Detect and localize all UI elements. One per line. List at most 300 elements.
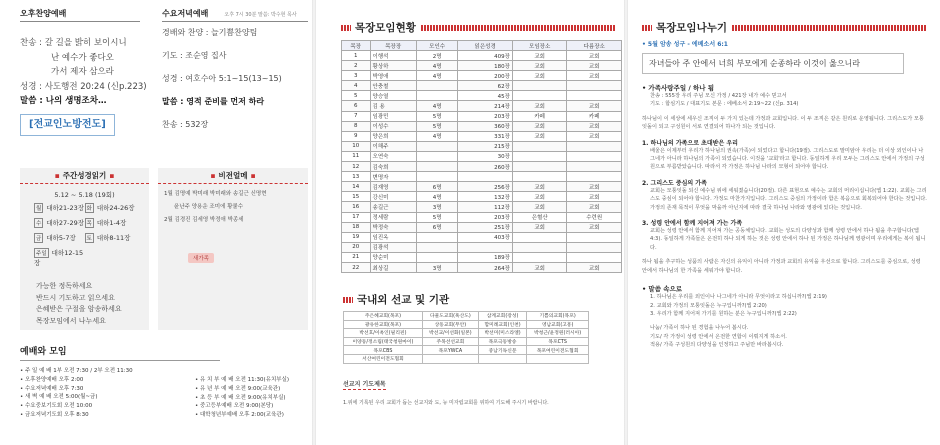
- table-cell: [567, 232, 622, 242]
- table-cell: 교회: [512, 71, 567, 81]
- table-cell: 8: [342, 121, 371, 131]
- table-cell: 6명: [416, 182, 458, 192]
- sermon-line: 말씀 : 영적 준비를 먼저 하라: [162, 97, 265, 106]
- table-cell: [567, 91, 622, 101]
- evangelism-banner: [전교인노방전도]: [20, 114, 115, 137]
- mission-cell: 박선교/이선화(일본): [422, 329, 478, 338]
- meeting-item: • 수요중보기도회 오전 10:00: [20, 403, 93, 410]
- table-cell: 2: [342, 61, 371, 71]
- mission-row: [344, 320, 589, 329]
- table-row: [342, 91, 622, 101]
- share-questions: [642, 293, 927, 318]
- mission-cell: 주은혜교회(목포): [344, 312, 423, 321]
- table-cell: [512, 162, 567, 172]
- missions-table: [343, 311, 589, 364]
- table-cell: 9: [342, 131, 371, 141]
- hymn-line: 난 예수가 좋다오: [51, 52, 114, 63]
- table-cell: 203장: [458, 111, 513, 121]
- table-cell: 교회: [512, 202, 567, 212]
- table-cell: 임진옥: [370, 232, 416, 242]
- table-row: [342, 101, 622, 111]
- order-line: 찬송 : 555장 우리 주님 모신 가정 / 421장 내가 예수 믿고서: [650, 93, 787, 99]
- table-row: [342, 141, 622, 151]
- mission-cell: 목포여린이전도협회: [527, 346, 589, 355]
- table-cell: 강신미: [370, 192, 416, 202]
- table-cell: 21: [342, 252, 371, 262]
- share-question: 2. 교회와 가정의 모퉁잇돌은 누구입니까?(엡 2:20): [650, 302, 767, 309]
- table-row: [342, 232, 622, 242]
- table-row: [342, 172, 622, 182]
- table-cell: [512, 242, 567, 252]
- table-cell: [416, 151, 458, 161]
- prayer-line: 기도 : 조순영 집사: [162, 51, 227, 60]
- meeting-item: • 금요저녁기도회 오후 8:30: [20, 411, 89, 418]
- mission-cell: [422, 354, 478, 363]
- wednesday-worship-header: [162, 8, 308, 22]
- table-cell: 임광민: [370, 111, 416, 121]
- table-cell: 256장: [458, 182, 513, 192]
- mission-prayer-title: 선교지 기도제목: [343, 381, 386, 388]
- mission-cell: 삼계교회(장성): [478, 312, 526, 321]
- table-cell: [567, 252, 622, 262]
- table-row: [342, 51, 622, 61]
- table-cell: 18: [342, 222, 371, 232]
- vision-item: 2월 김경진 김세영 박정애 박종세: [164, 217, 244, 223]
- table-cell: 안충철: [370, 81, 416, 91]
- meeting-item: • 유 치 부 예 배 오전 11:30(유치부실): [195, 377, 290, 383]
- table-cell: 3명: [416, 262, 458, 272]
- table-row: [342, 242, 622, 252]
- table-cell: 360장: [458, 121, 513, 131]
- table-cell: [512, 141, 567, 151]
- vision-item: 1월 김명예 박미래 박미래와 송길근 신명현: [164, 191, 267, 197]
- table-body: [342, 51, 622, 273]
- table-cell: 최상길: [370, 262, 416, 272]
- table-cell: 10: [342, 141, 371, 151]
- vision-box: [158, 168, 308, 330]
- meeting-item: • 오후찬양예배 오후 2:00: [20, 376, 84, 383]
- reading-range: 대하27-29장: [46, 219, 85, 227]
- bible-reading-guide: [36, 281, 149, 327]
- reading-range: 대하1-4장: [96, 219, 127, 227]
- hymn-line: 가서 제자 삼으라: [51, 67, 114, 77]
- day-label: 금: [34, 233, 43, 243]
- title-ornament: [642, 25, 652, 31]
- title-ornament: [341, 25, 351, 31]
- table-cell: [416, 172, 458, 182]
- table-cell: 5명: [416, 111, 458, 121]
- wednesday-worship-order: [162, 21, 308, 136]
- table-cell: 변명자: [370, 172, 416, 182]
- meeting-item: • 초 등 부 예 배 오전 9:00(유치부실): [195, 394, 286, 401]
- mission-prayer-text: 1.위에 기록된 우리 교회가 돕는 선교지와 도, 능 미자립교회를 위하여 기도해 주시기 바랍니다.: [343, 400, 549, 406]
- table-cell: [512, 232, 567, 242]
- share-title: • 말씀 속으로: [642, 285, 683, 294]
- bible-reading-item: [34, 233, 85, 243]
- table-cell: 정세람: [370, 212, 416, 222]
- guide-line: 가능한 정독하세요: [36, 282, 93, 290]
- table-cell: [512, 91, 567, 101]
- mission-cell: 주목선선교회: [422, 337, 478, 346]
- reading-range: 대하8-11장: [96, 234, 131, 242]
- meetings-title: 예배와 모임: [20, 344, 310, 361]
- mission-cell: 박청근/윤정원(러시아): [527, 329, 589, 338]
- table-cell: 215장: [458, 141, 513, 151]
- bible-reading-item: [85, 233, 136, 243]
- sermon-point-title: 1. 하나님의 가족으로 초대받은 우리: [642, 139, 738, 147]
- table-cell: 교회: [567, 182, 622, 192]
- weekly-bible-list: [20, 203, 149, 267]
- table-cell: [458, 242, 513, 252]
- table-header-row: [342, 41, 622, 51]
- mission-cell: 목포CBS: [344, 346, 423, 355]
- table-cell: 251장: [458, 222, 513, 232]
- title-ornament: [343, 297, 353, 303]
- mission-cell: 중남기독신문: [478, 346, 526, 355]
- mission-cell: 기쁨의교회(목포): [527, 312, 589, 321]
- reading-range: 대하24-26장: [96, 204, 135, 212]
- mission-cell: [527, 354, 589, 363]
- table-cell: 12: [342, 162, 371, 172]
- table-row: [342, 192, 622, 202]
- table-cell: 4명: [416, 101, 458, 111]
- table-cell: [512, 172, 567, 182]
- table-cell: 403장: [458, 232, 513, 242]
- table-cell: 5명: [416, 121, 458, 131]
- table-cell: 260장: [458, 162, 513, 172]
- meeting-item: • 새 벽 예 배 오전 5:00(월~금): [20, 394, 98, 401]
- table-cell: 김광석: [370, 242, 416, 252]
- table-cell: 교회: [567, 222, 622, 232]
- share-question: 1. 하나님은 우리를 외인이나 나그네가 아니라 무엇이라고 하십니까?(엡 2:19): [650, 294, 827, 301]
- application-item: 적용/ 가족 구성원의 다양성을 인정하고 주님만 바라봅시다.: [650, 342, 784, 349]
- sermon-point-text: 교회는 성령 안에서 함께 지어져 가는 공동체입니다. 교회는 성도의 다양성과 함께 성령 안에서 하나 됨을 추구합니다(엡 4:3). 동일하게 가족들은 온전히 하나 되게 하는 것은 성령 안에서 하나 된 가정은 하나님께 영광이며 우리에게는 복이 됩니다.: [650, 228, 926, 251]
- family-sunday-order: [642, 92, 927, 109]
- table-cell: 교회: [512, 101, 567, 111]
- table-cell: 박정숙: [370, 222, 416, 232]
- afternoon-worship-title: 오후찬양예배: [20, 8, 140, 22]
- table-cell: 409장: [458, 51, 513, 61]
- guide-line: 은혜받은 구절을 암송하세요: [36, 305, 122, 313]
- bible-reading-item: [34, 203, 85, 213]
- table-cell: [512, 81, 567, 91]
- table-row: [342, 202, 622, 212]
- family-sunday-title: • 가족사랑주일 / 하나 됨: [642, 84, 715, 92]
- vision-item: 윤난주 양용운 조미에 황쿨수: [174, 204, 244, 210]
- table-cell: 189장: [458, 252, 513, 262]
- table-row: [342, 81, 622, 91]
- table-cell: [567, 172, 622, 182]
- table-cell: 교회: [567, 121, 622, 131]
- table-cell: [567, 162, 622, 172]
- sermon-intro: 하나님이 이 세상에 세우신 조직이 두 가지 있는데 가정과 교회입니다. 이 두 조직은 같은 원리로 운영됩니다. 그리스도가 모퉁잇돌이 되고 구성원이 서로 연결되어 하나가 되는 것입니다.: [642, 115, 924, 131]
- day-label: 월: [34, 203, 43, 213]
- meeting-item: • 주 일 예 배 1부 오전 7:30 / 2부 오전 11:30: [20, 368, 133, 374]
- table-cell: 교회: [567, 101, 622, 111]
- mission-row: [344, 329, 589, 338]
- scripture-line: 성경 : 사도행전 20:24 (신p.223): [20, 81, 147, 92]
- day-label: 수: [34, 218, 43, 228]
- table-cell: 4명: [416, 192, 458, 202]
- application-item: 나눔/ 가족이 하나 된 경험을 나누어 봅시다.: [650, 325, 749, 332]
- table-cell: 1: [342, 51, 371, 61]
- table-row: [342, 121, 622, 131]
- reading-range: 대하5-7장: [46, 234, 76, 242]
- meeting-item: • 유 년 부 예 배 오전 9:00(교육관): [195, 385, 281, 392]
- mission-row: [344, 312, 589, 321]
- table-row: [342, 151, 622, 161]
- table-row: [342, 71, 622, 81]
- table-cell: 14: [342, 182, 371, 192]
- table-cell: 4명: [416, 61, 458, 71]
- table-cell: 양승열: [370, 91, 416, 101]
- application-list: [642, 324, 927, 349]
- table-cell: 교회: [567, 202, 622, 212]
- table-row: [342, 212, 622, 222]
- table-cell: 박영애: [370, 71, 416, 81]
- meetings-left-column: [20, 367, 195, 420]
- worship-line: 경배와 찬양 : 늘기쁨찬양팀: [162, 28, 258, 37]
- meetings-right-column: [195, 367, 312, 420]
- day-label: 목: [85, 218, 94, 228]
- table-cell: 112장: [458, 202, 513, 212]
- table-cell: 13: [342, 172, 371, 182]
- sermon-point-title: 2. 그리스도 중심의 가족: [642, 179, 707, 187]
- table-cell: 30장: [458, 151, 513, 161]
- wednesday-worship-subtitle: 오후 7시 30분 말씀: 박수현 목사: [224, 12, 297, 18]
- memory-verse-ref: • 5월 암송 성구 - 에베소서 6:1: [642, 41, 728, 48]
- meeting-item: • 중고등부예배 오전 9:00(본당): [195, 403, 274, 410]
- sermon-closing: 하나 됨을 추구하는 성품의 사람은 자신의 유익이 아니라 가정과 교회의 유익을 우선으로 합니다. 그리스도를 중심으로, 성령 안에서 하나님의 한 가족을 세워가야 합니다.: [642, 259, 921, 274]
- table-cell: 5: [342, 91, 371, 101]
- table-cell: 교회: [512, 121, 567, 131]
- column-header: 모인수: [416, 41, 458, 51]
- table-cell: 김숙희: [370, 162, 416, 172]
- wednesday-worship-title: 수요저녁예배 오후 7시 30분 말씀: 박수현 목사: [162, 8, 308, 22]
- sermon-point-title: 3. 성령 안에서 함께 지어져 가는 가족: [642, 220, 743, 228]
- sermon-line: 말씀 : 나의 생명조차…: [20, 96, 107, 106]
- mission-row: [344, 354, 589, 363]
- table-cell: 11: [342, 151, 371, 161]
- table-cell: 132장: [458, 192, 513, 202]
- memory-verse-box: 자녀들아 주 안에서 너희 부모에게 순종하라 이것이 옳으니라: [642, 53, 904, 74]
- table-cell: 62장: [458, 81, 513, 91]
- table-cell: 교회: [567, 51, 622, 61]
- sermon-point-text: 배울은 이제부터 우리가 하나님의 권속(가족)이 되었다고 합니다(19절). 그리스도로 말미암아 우리는 더 이상 외인이나 나그네가 아니라 하나님의 가족이 되었습니다. 이것을 '교회'라고 합니다. 동일하게 우리 모두는 그리스도 안에서 가정의 구성원으로 부름받았습니다. 따라서 각 가정은 하나님 나라의 모형이 되어야 합니다.: [650, 147, 925, 171]
- table-cell: [416, 242, 458, 252]
- sermon-point-text: 교회는 모퉁잇돌 되신 예수님 위에 세워졌습니다(20절). 다른 표현으로 예수는 교회의 머리이십니다(엡 1:22). 교회는 그리스도 중심이 되어야 합니다. 가정도 마찬가지입니다. 그리스도 중심의 가정이라 함은 복음으로 회복되어야 한다는 것입니다. 가정의 존재 목적이 무엇을 막을까 아닌지에 따라 결국 하나님 나라와 영광에 있다는 것입니다.: [650, 187, 927, 211]
- table-cell: 교회: [512, 192, 567, 202]
- bible-reading-item: [34, 218, 85, 228]
- table-cell: 16: [342, 202, 371, 212]
- table-row: [342, 111, 622, 121]
- table-cell: 오연숙: [370, 151, 416, 161]
- table-cell: 22: [342, 262, 371, 272]
- table-cell: 은혈산: [512, 212, 567, 222]
- table-cell: 교회: [512, 222, 567, 232]
- sermon-points: [642, 138, 927, 253]
- day-label: 주일: [34, 248, 49, 258]
- table-cell: 황상하: [370, 61, 416, 71]
- table-cell: 17: [342, 212, 371, 222]
- guide-line: 반드시 기도하고 읽으세요: [36, 293, 115, 302]
- meetings-section: [20, 344, 310, 420]
- table-cell: 4명: [416, 71, 458, 81]
- table-cell: [416, 252, 458, 262]
- mission-cell: 목포YWCA: [422, 346, 478, 355]
- table-cell: 카페: [512, 111, 567, 121]
- table-cell: 7: [342, 111, 371, 121]
- table-cell: 양은희: [370, 131, 416, 141]
- table-cell: [567, 242, 622, 252]
- table-cell: 교회: [567, 192, 622, 202]
- bible-reading-item: [85, 218, 136, 228]
- bible-reading-item: [34, 248, 85, 267]
- meeting-item: • 수요저녁예배 오후 7:30: [20, 385, 84, 392]
- table-cell: 45장: [458, 91, 513, 101]
- scripture-line: 성경 : 여호수아 5:1~15(13~15): [162, 74, 282, 83]
- column-header: 목장: [342, 41, 371, 51]
- table-cell: 교회: [567, 61, 622, 71]
- meeting-item: • 대학청년부예배 오후 2:00(교육관): [195, 412, 284, 419]
- column-header: 모임장소: [512, 41, 567, 51]
- bulletin-panel-middle: [316, 0, 624, 445]
- table-cell: 180장: [458, 61, 513, 71]
- mission-cell: 상동교회(무안): [422, 320, 478, 329]
- hymn-line: 찬송 : 532장: [162, 120, 209, 129]
- vision-list: [158, 184, 308, 231]
- hymn-line: 찬송 : 갈 길을 밝히 보이시니: [20, 38, 127, 48]
- table-cell: 4: [342, 81, 371, 91]
- afternoon-worship-order: [20, 36, 147, 136]
- reading-range: 대하12-15장: [34, 249, 84, 267]
- table-cell: 카페: [567, 111, 622, 121]
- table-cell: [567, 141, 622, 151]
- share-question: 3. 우리가 함께 지어져 가기를 원하는 분은 누구입니까?(엡 2:22): [650, 310, 797, 317]
- bible-reading-item: [85, 203, 136, 213]
- mission-row: [344, 337, 589, 346]
- table-cell: [512, 151, 567, 161]
- bulletin-panel-right: [628, 0, 940, 445]
- table-cell: 3: [342, 71, 371, 81]
- day-label: 토: [85, 233, 94, 243]
- table-cell: [567, 81, 622, 91]
- table-cell: [458, 172, 513, 182]
- mission-cell: 목포극동방송: [478, 337, 526, 346]
- table-cell: 교회: [567, 131, 622, 141]
- weekly-bible-dates: 5.12 ~ 5.18 (19회): [54, 191, 115, 199]
- table-row: [342, 182, 622, 192]
- table-cell: 214장: [458, 101, 513, 111]
- mission-cell: 박선미(미스라엘): [478, 329, 526, 338]
- table-cell: [416, 162, 458, 172]
- table-cell: 수련원: [567, 212, 622, 222]
- application-item: 기도/ 각 가정이 성령 안에서 온전한 연합이 이뤄지게 하소서.: [650, 333, 787, 340]
- vision-title: ▪ 비전얼메 ▪: [158, 168, 308, 184]
- mission-cell: 광유한교회(목포): [344, 320, 423, 329]
- table-cell: 교회: [512, 262, 567, 272]
- table-cell: 3명: [416, 202, 458, 212]
- day-label: 화: [85, 203, 94, 213]
- table-cell: [416, 91, 458, 101]
- table-cell: 이행석: [370, 51, 416, 61]
- mission-cell: 서산여린이전도협회: [344, 354, 423, 363]
- table-row: [342, 252, 622, 262]
- table-row: [342, 131, 622, 141]
- table-cell: 4명: [416, 131, 458, 141]
- mission-cell: 박선호/이옥인(필리핀): [344, 329, 423, 338]
- guide-line: 목장모임에서 나누세요: [36, 316, 106, 325]
- table-cell: 331장: [458, 131, 513, 141]
- weekly-bible-title: ▪ 주간성경읽기 ▪: [20, 168, 149, 184]
- table-cell: 김재영: [370, 182, 416, 192]
- mission-cell: 목포CTS: [527, 337, 589, 346]
- table-cell: 6: [342, 101, 371, 111]
- table-cell: 20: [342, 242, 371, 252]
- table-cell: 2명: [416, 51, 458, 61]
- title-ornament: [421, 25, 616, 31]
- table-cell: 이성수: [370, 121, 416, 131]
- table-cell: [416, 141, 458, 151]
- bulletin-panel-left: [0, 0, 312, 445]
- mission-cell: [478, 354, 526, 363]
- table-cell: 200장: [458, 71, 513, 81]
- mission-cell: 합미례교회(인천): [478, 320, 526, 329]
- mission-cell: 영남교회(고흥): [527, 320, 589, 329]
- table-cell: 김 용: [370, 101, 416, 111]
- column-header: 다름장소: [567, 41, 622, 51]
- title-ornament: [732, 25, 927, 31]
- table-cell: 이해주: [370, 141, 416, 151]
- table-cell: 송길근: [370, 202, 416, 212]
- reading-range: 대하21-23장: [46, 204, 85, 212]
- missions-title: 국내외 선교 및 기관: [343, 292, 583, 307]
- table-cell: 5명: [416, 212, 458, 222]
- table-cell: 203장: [458, 212, 513, 222]
- table-row: [342, 162, 622, 172]
- afternoon-worship-header: [20, 8, 140, 22]
- mokjang-sharing: [642, 20, 927, 350]
- order-line: 기도 : 합심기도 / 대표기도 본문 : 에베소서 2:19~22 (신p. 314): [650, 101, 799, 108]
- table-cell: [512, 252, 567, 262]
- table-cell: 6명: [416, 222, 458, 232]
- mission-cell: 이양동/정소림(태국청원마이): [344, 337, 423, 346]
- table-cell: 양순미: [370, 252, 416, 262]
- table-cell: [416, 232, 458, 242]
- table-cell: 교회: [567, 262, 622, 272]
- new-family-badge: 새가족: [188, 253, 214, 263]
- table-cell: 264장: [458, 262, 513, 272]
- mokjang-sharing-title: 목장모임나누기: [642, 20, 927, 35]
- table-cell: 교회: [512, 182, 567, 192]
- mokjang-status-table: [341, 40, 622, 273]
- table-row: [342, 262, 622, 272]
- meetings-list: [20, 367, 310, 420]
- table-row: [342, 61, 622, 71]
- table-cell: 교회: [512, 61, 567, 71]
- column-header: 목장장: [370, 41, 416, 51]
- table-cell: 교회: [512, 51, 567, 61]
- mokjang-status-title: 목장모임현황: [341, 20, 616, 35]
- weekly-bible-reading-box: [20, 168, 149, 330]
- mission-cell: 다물도교회(흑산도): [422, 312, 478, 321]
- mission-row: [344, 346, 589, 355]
- table-cell: 19: [342, 232, 371, 242]
- table-cell: [416, 81, 458, 91]
- table-cell: 교회: [567, 71, 622, 81]
- table-cell: [567, 151, 622, 161]
- column-header: 읽은성경: [458, 41, 513, 51]
